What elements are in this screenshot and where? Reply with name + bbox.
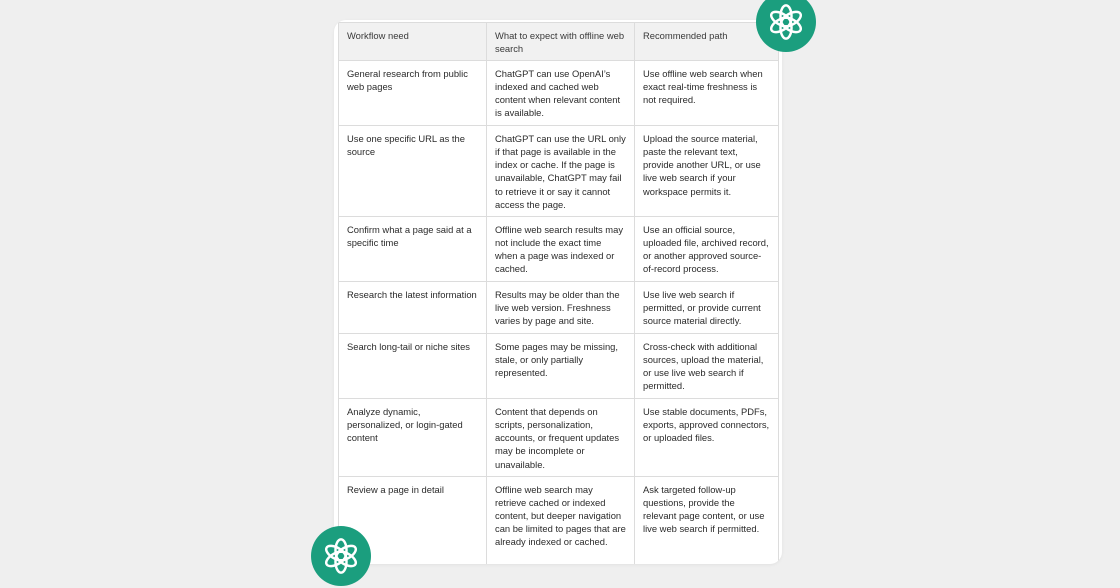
table-cell: Search long-tail or niche sites: [339, 334, 487, 399]
table-cell: Some pages may be missing, stale, or only partially represented.: [487, 334, 635, 399]
table-cell: Use live web search if permitted, or provide current source material directly.: [635, 282, 779, 334]
header-offline-expectation: What to expect with offline web search: [487, 23, 635, 61]
table-cell: Use an official source, uploaded file, archived record, or another approved source-of-record process.: [635, 217, 779, 282]
table-cell: Results may be older than the live web version. Freshness varies by page and site.: [487, 282, 635, 334]
table-cell: Content that depends on scripts, personalization, accounts, or frequent updates may be incomplete or unavailable.: [487, 399, 635, 476]
table-cell: General research from public web pages: [339, 61, 487, 126]
header-recommended-path: Recommended path: [635, 23, 779, 61]
table-cell: Use offline web search when exact real-time freshness is not required.: [635, 61, 779, 126]
table-row: [339, 61, 779, 126]
table-cell: Use stable documents, PDFs, exports, approved connectors, or uploaded files.: [635, 399, 779, 476]
table-header-row: [339, 23, 779, 61]
openai-logo-icon: [756, 0, 816, 52]
table-card: [334, 20, 782, 564]
table-row: [339, 476, 779, 564]
table-cell: Offline web search may retrieve cached or indexed content, but deeper navigation can be limited to pages that are already indexed or cached.: [487, 476, 635, 564]
table-cell: Use one specific URL as the source: [339, 126, 487, 217]
table-row: [339, 334, 779, 399]
table-cell: Analyze dynamic, personalized, or login-gated content: [339, 399, 487, 476]
table-cell: Cross-check with additional sources, upload the material, or use live web search if permitted.: [635, 334, 779, 399]
table-cell: Ask targeted follow-up questions, provide the relevant page content, or use live web search if permitted.: [635, 476, 779, 564]
table-row: [339, 399, 779, 476]
table-cell: Review a page in detail: [339, 476, 487, 564]
comparison-table: [338, 22, 779, 564]
table-row: [339, 217, 779, 282]
table-row: [339, 282, 779, 334]
table-cell: Confirm what a page said at a specific time: [339, 217, 487, 282]
table-cell: Offline web search results may not include the exact time when a page was indexed or cached.: [487, 217, 635, 282]
header-workflow-need: Workflow need: [339, 23, 487, 61]
table-row: [339, 126, 779, 217]
table-cell: Upload the source material, paste the relevant text, provide another URL, or use live web search if your workspace permits it.: [635, 126, 779, 217]
table-cell: ChatGPT can use the URL only if that page is available in the index or cache. If the page is unavailable, ChatGPT may fail to retrieve it or say it cannot access the page.: [487, 126, 635, 217]
table-cell: ChatGPT can use OpenAI’s indexed and cached web content when relevant content is available.: [487, 61, 635, 126]
table-cell: Research the latest information: [339, 282, 487, 334]
openai-logo-icon: [311, 526, 371, 586]
